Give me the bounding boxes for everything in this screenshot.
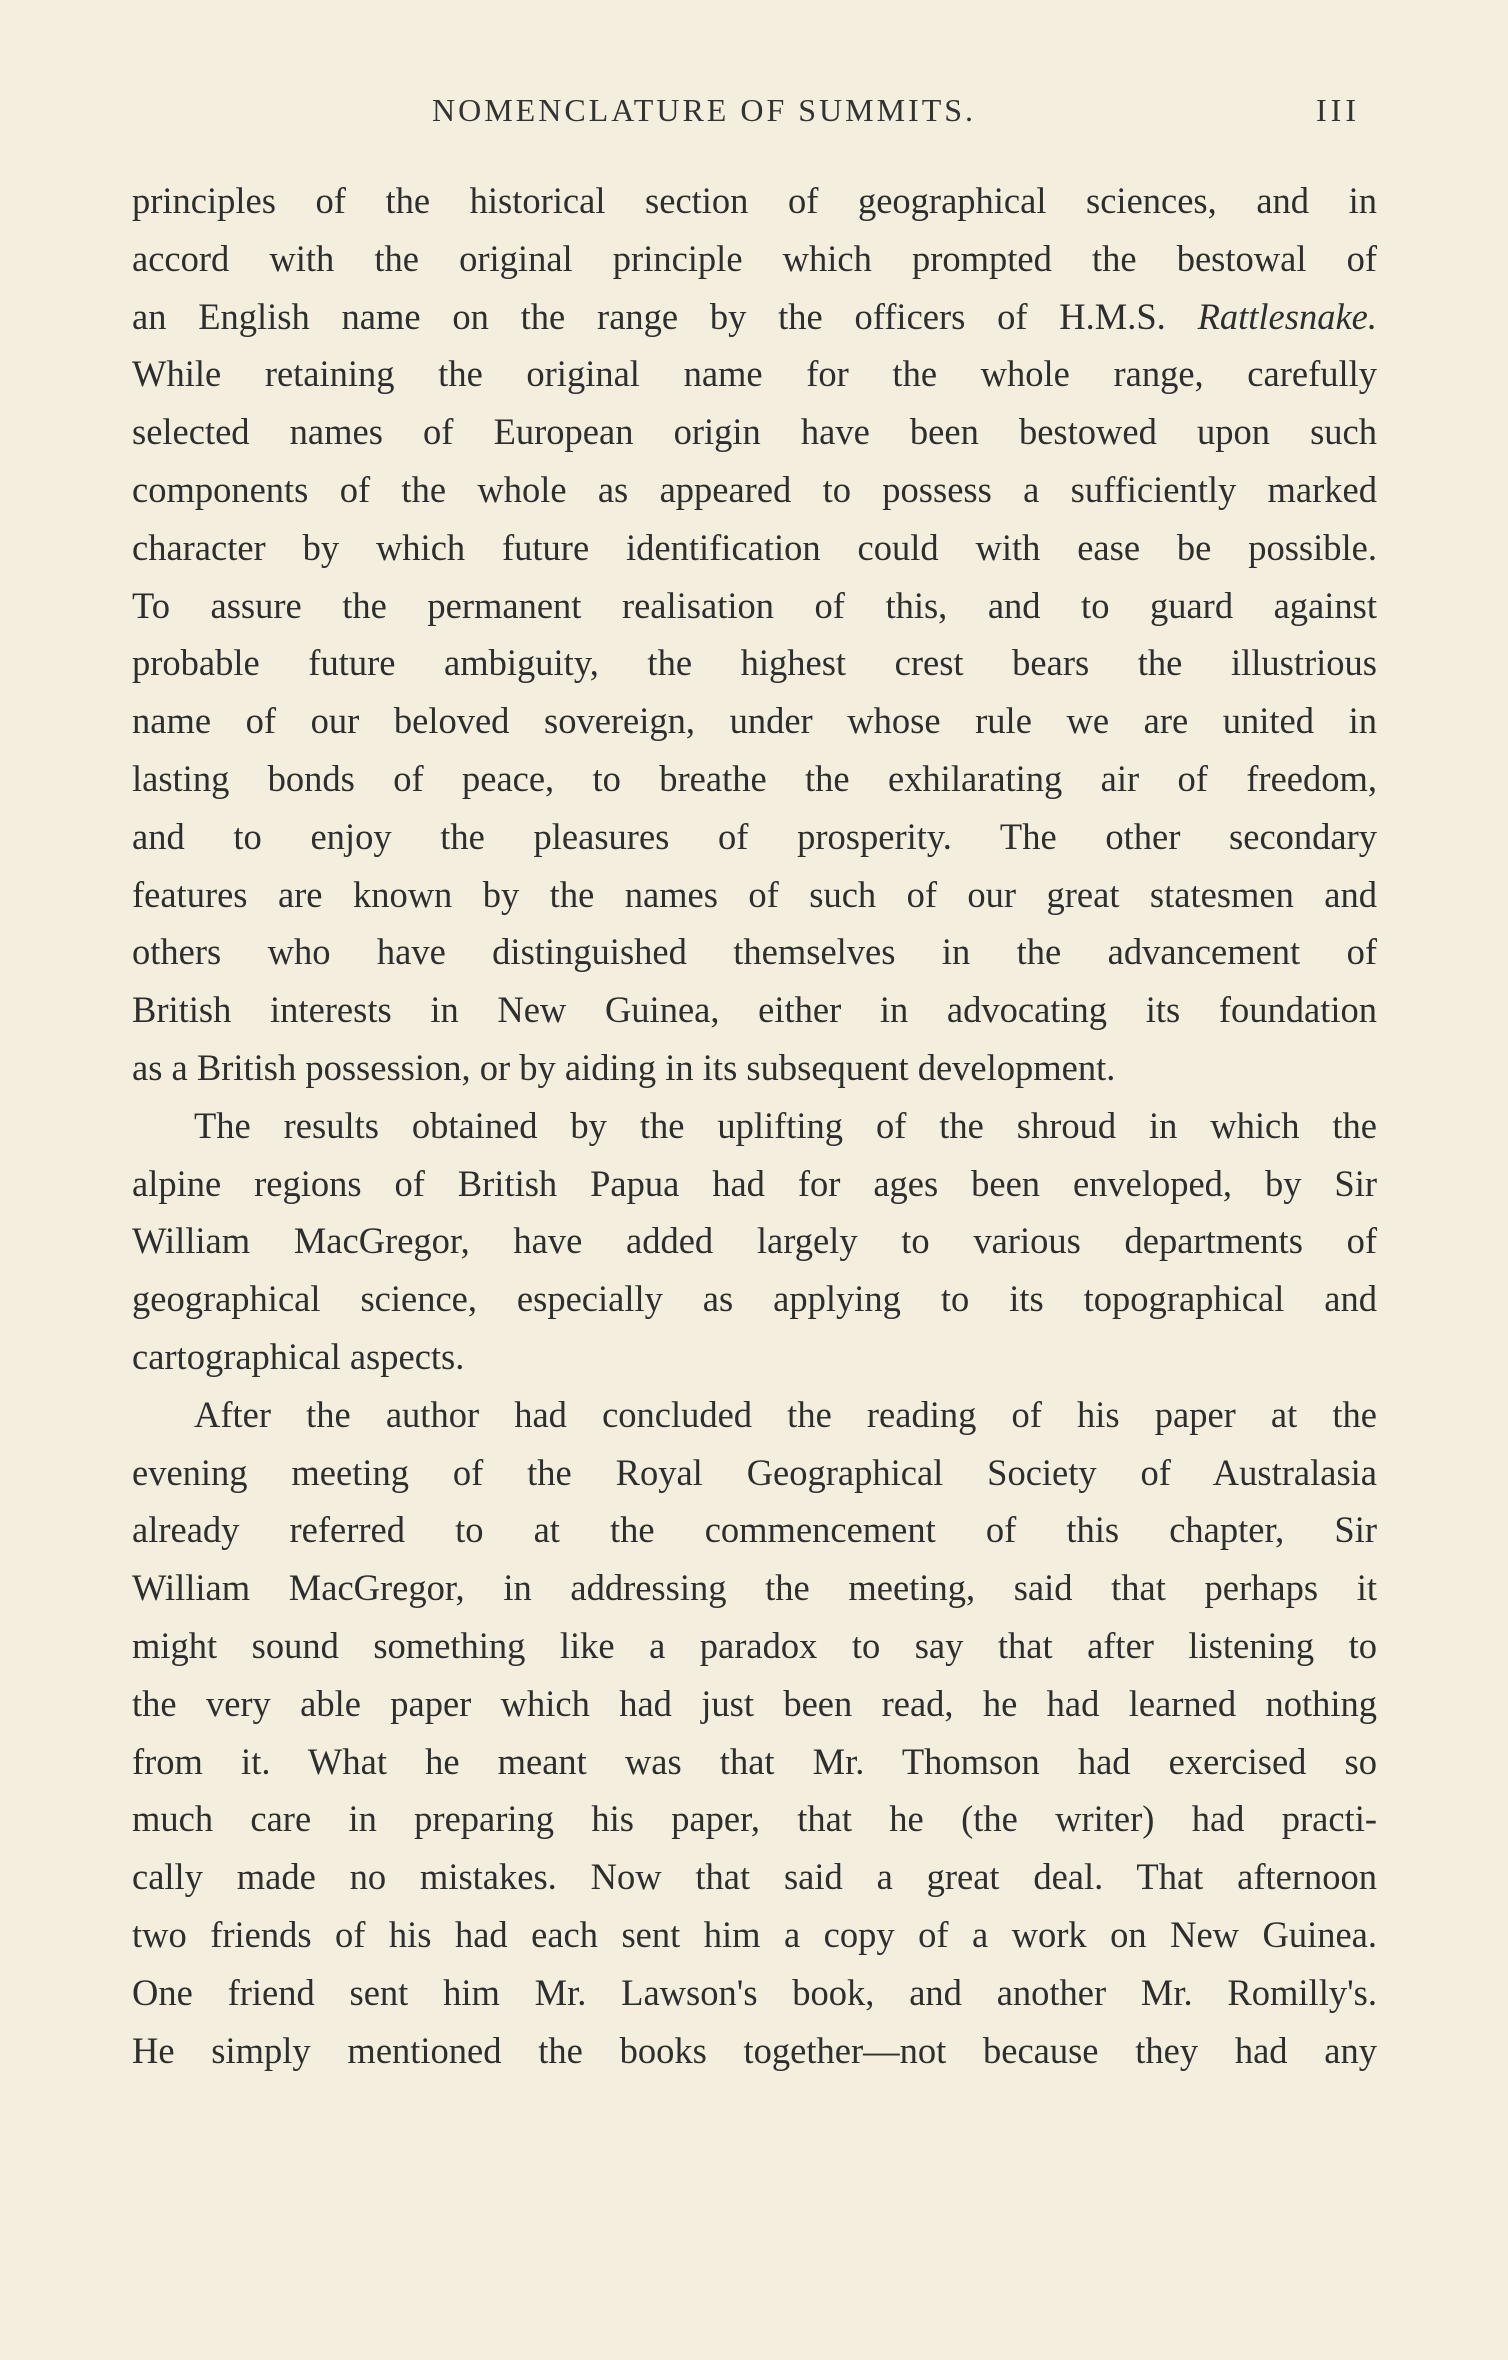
text-line: selected names of European origin have been bestowed upon such <box>132 411 1377 453</box>
text-line: cally made no mistakes. Now that said a great deal. That afternoon <box>132 1856 1377 1898</box>
text-line: evening meeting of the Royal Geographical Society of Australasia <box>132 1451 1377 1493</box>
text-line: name of our beloved sovereign, under whose rule we are united in <box>132 700 1377 742</box>
text-line: While retaining the original name for the whole range, carefully <box>132 353 1377 395</box>
text-line: British interests in New Guinea, either in advocating its foundation <box>132 989 1377 1031</box>
text-line: After the author had concluded the reading of his paper at the <box>194 1393 1377 1435</box>
ship-name: Rattlesnake. <box>1197 295 1377 337</box>
text-line: geographical science, especially as applying to its topographical and <box>132 1278 1377 1320</box>
text-line: accord with the original principle which prompted the bestowal of <box>132 237 1377 279</box>
text-line: from it. What he meant was that Mr. Thomson had exercised so <box>132 1740 1377 1782</box>
text-line: cartographical aspects. <box>132 1335 465 1377</box>
text-line: lasting bonds of peace, to breathe the exhilarating air of freedom, <box>132 757 1377 799</box>
text-line: principles of the historical section of geographical sciences, and in <box>132 180 1377 221</box>
text-line: The results obtained by the uplifting of the shroud in which the <box>194 1104 1377 1146</box>
text-segment: an English name on the range by the officers of H.M.S. <box>132 295 1166 337</box>
text-line: William MacGregor, in addressing the meeting, said that perhaps it <box>132 1567 1377 1609</box>
running-head <box>0 92 1508 132</box>
text-line: features are known by the names of such of our great statesmen and <box>132 873 1377 915</box>
text-line: two friends of his had each sent him a copy of a work on New Guinea. <box>132 1913 1377 1955</box>
text-line: others who have distinguished themselves in the advancement of <box>132 931 1377 973</box>
text-line-with-ship-name <box>132 288 1377 346</box>
text-line: components of the whole as appeared to possess a sufficiently marked <box>132 468 1377 510</box>
text-line: He simply mentioned the books together—not because they had any <box>132 2029 1377 2071</box>
text-line: To assure the permanent realisation of this, and to guard against <box>132 584 1377 626</box>
running-title: NOMENCLATURE OF SUMMITS. <box>432 92 977 128</box>
text-line: character by which future identification could with ease be possible. <box>132 526 1377 568</box>
text-line: as a British possession, or by aiding in its subsequent development. <box>132 1046 1116 1088</box>
text-line: much care in preparing his paper, that he (the writer) had practi- <box>132 1798 1377 1840</box>
text-line: might sound something like a paradox to say that after listening to <box>132 1624 1377 1666</box>
text-line: the very able paper which had just been read, he had learned nothing <box>132 1682 1377 1724</box>
text-line: One friend sent him Mr. Lawson's book, and another Mr. Romilly's. <box>132 1971 1377 2013</box>
page-number: III <box>1316 92 1360 128</box>
text-line: alpine regions of British Papua had for ages been enveloped, by Sir <box>132 1162 1377 1204</box>
text-line: already referred to at the commencement of this chapter, Sir <box>132 1509 1377 1551</box>
text-line: William MacGregor, have added largely to various departments of <box>132 1220 1377 1262</box>
text-line: and to enjoy the pleasures of prosperity. The other secondary <box>132 815 1377 857</box>
body-text <box>132 172 1377 2079</box>
text-line: probable future ambiguity, the highest crest bears the illustrious <box>132 642 1377 684</box>
